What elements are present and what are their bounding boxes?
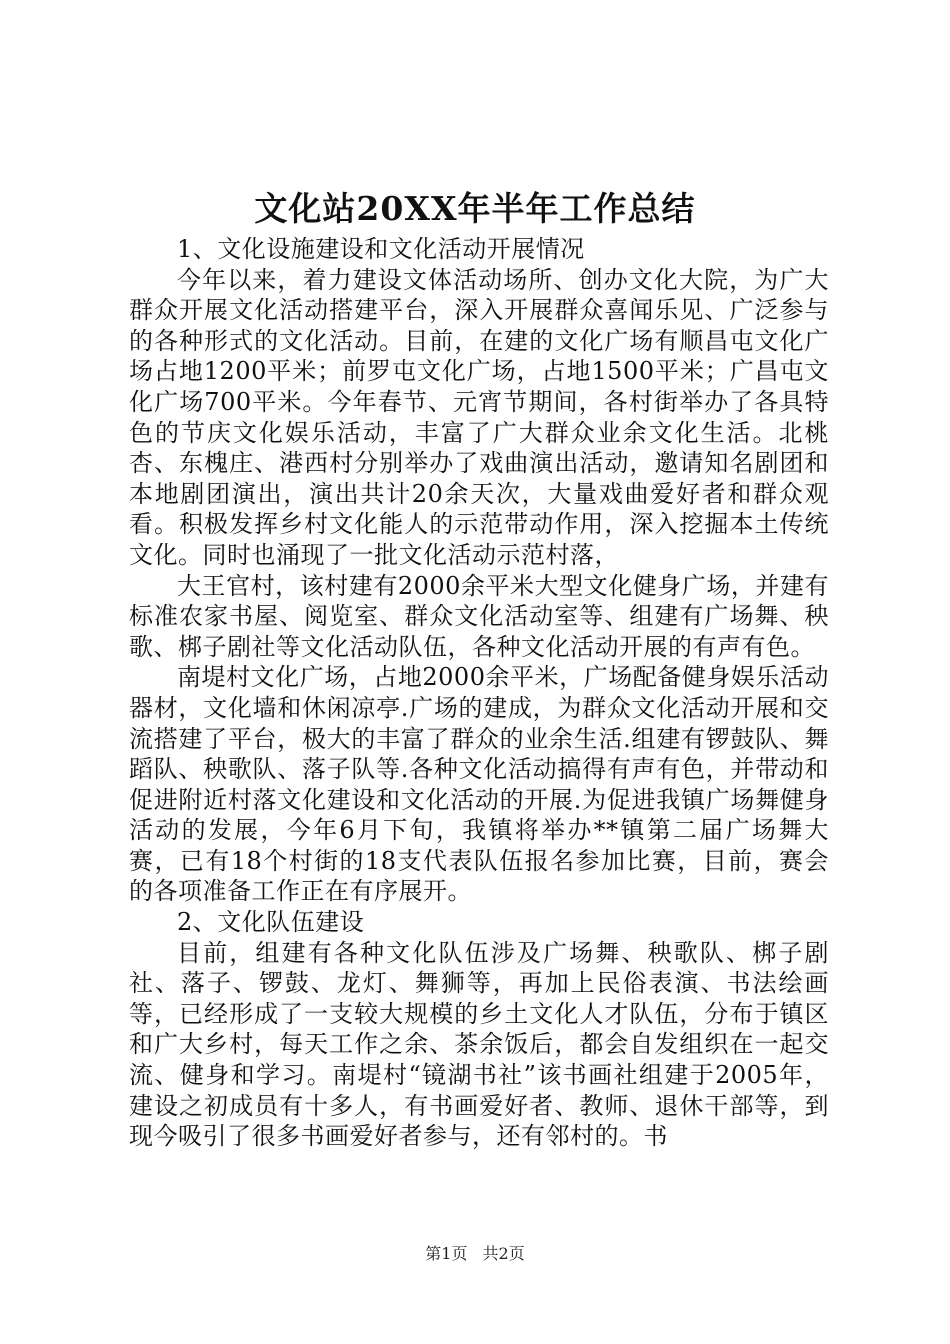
- section-heading-1: 1、文化设施建设和文化活动开展情况: [177, 235, 585, 263]
- section-heading-2: 2、文化队伍建设: [177, 908, 365, 937]
- body-paragraph: 目前，组建有各种文化队伍涉及广场舞、秧歌队、梆子剧社、落子、锣鼓、龙灯、舞狮等，再加上民俗表演、书法绘画等，已经形成了一支较大规模的乡土文化人才队伍，分布于镇区和广大乡村，每天工作之余、茶余饭后，都会自发组织在一起交流、健身和学习。南堤村“镜湖书社”该书画社组建于2005年，建设之初成员有十多人，有书画爱好者、教师、退休干部等，到现今吸引了很多书画爱好者参与，还有邻村的。书: [129, 938, 829, 1151]
- document-title: 文化站20XX年半年工作总结: [254, 189, 696, 228]
- body-paragraph: 南堤村文化广场，占地2000余平米，广场配备健身娱乐活动器材，文化墙和休闲凉亭.广场的建成，为群众文化活动开展和交流搭建了平台，极大的丰富了群众的业余生活.组建有锣鼓队、舞蹈队、秧歌队、落子队等.各种文化活动搞得有声有色，并带动和促进附近村落文化建设和文化活动的开展.为促进我镇广场舞健身活动的发展，今年6月下旬，我镇将举办**镇第二届广场舞大赛，已有18个村街的18支代表队伍报名参加比赛，目前，赛会的各项准备工作正在有序展开。: [129, 663, 829, 906]
- body-paragraph: 今年以来，着力建设文体活动场所、创办文化大院，为广大群众开展文化活动搭建平台，深入开展群众喜闻乐见、广泛参与的各种形式的文化活动。目前，在建的文化广场有顺昌屯文化广场占地1200平米；前罗屯文化广场，占地1500平米；广昌屯文化广场700平米。今年春节、元宵节期间，各村街举办了各具特色的节庆文化娱乐活动，丰富了广大群众业余文化生活。北桃杏、东槐庄、港西村分别举办了戏曲演出活动，邀请知名剧团和本地剧团演出，演出共计20余天次，大量戏曲爱好者和群众观看。积极发挥乡村文化能人的示范带动作用，深入挖掘本土传统文化。同时也涌现了一批文化活动示范村落，: [129, 265, 829, 569]
- page-footer: [0, 1244, 950, 1264]
- page-number: 第1页: [425, 1244, 468, 1263]
- document-body: [129, 234, 829, 1152]
- body-paragraph: 大王官村，该村建有2000余平米大型文化健身广场，并建有标准农家书屋、阅览室、群众文化活动室等、组建有广场舞、秧歌、梆子剧社等文化活动队伍，各种文化活动开展的有声有色。: [129, 571, 829, 661]
- page-total: 共2页: [482, 1244, 525, 1263]
